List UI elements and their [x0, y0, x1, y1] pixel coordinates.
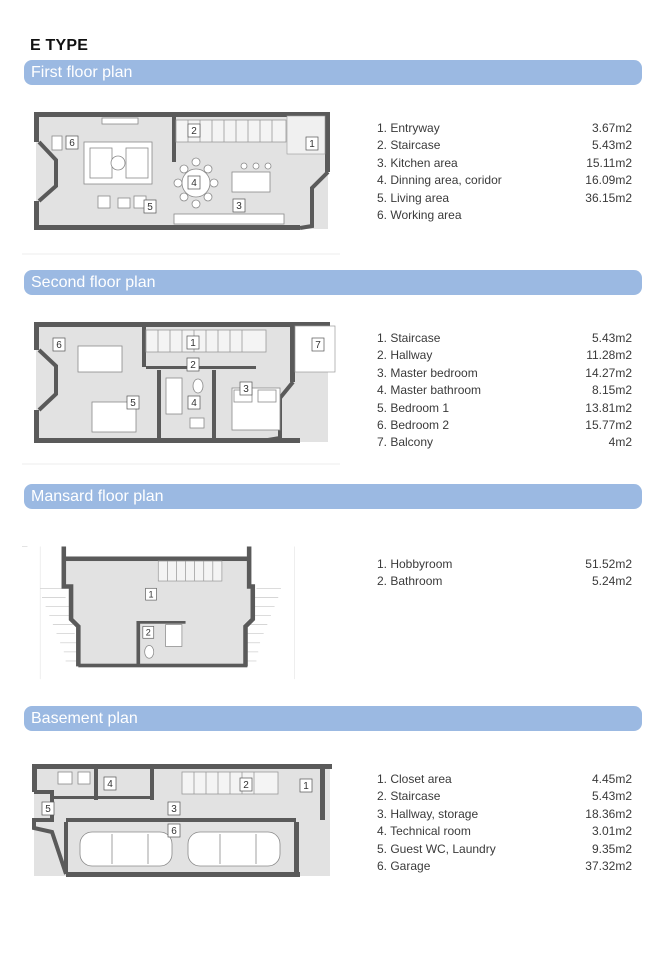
room-name: 2. Bathroom: [377, 574, 443, 589]
wall-partition-1: [94, 768, 98, 800]
room-area: 8.15m2: [591, 383, 632, 398]
room-area: 4m2: [608, 435, 632, 450]
list-item: [377, 330, 632, 347]
list-item: [377, 207, 632, 224]
room-area: 15.11m2: [586, 155, 632, 170]
room-label-1: [187, 336, 199, 349]
room-name: 1. Staircase: [377, 331, 441, 345]
room-label-1: [306, 137, 318, 150]
wall-bottom: [78, 664, 247, 668]
list-item: [377, 788, 632, 805]
svg-text:6: 6: [69, 138, 75, 149]
list-item: [377, 573, 632, 590]
room-name: 2. Hallway: [377, 348, 433, 363]
room-name: 4. Master bathroom: [377, 383, 482, 398]
room-name: 5. Bedroom 1: [377, 400, 450, 415]
list-item: [377, 120, 632, 137]
list-item: [377, 137, 632, 154]
basement-room-list: [377, 771, 632, 875]
room-area: 3.01m2: [591, 824, 632, 839]
section-header-basement: Basement plan: [24, 706, 642, 731]
svg-text:2: 2: [243, 780, 249, 791]
svg-text:1: 1: [303, 781, 309, 792]
room-name: 2. Staircase: [377, 138, 441, 153]
wall-partition-2: [157, 370, 161, 440]
list-item: [377, 858, 632, 875]
room-name: 1. Hobbyroom: [377, 557, 453, 571]
room-label-6: [66, 136, 78, 149]
svg-text:4: 4: [107, 779, 113, 790]
room-area: 9.35m2: [591, 841, 632, 856]
room-label-4: [188, 396, 200, 409]
room-area: 18.36m2: [585, 806, 632, 821]
wall-left-lower: [34, 201, 39, 230]
wall-garage-top: [66, 818, 296, 822]
room-label-5: [144, 200, 156, 213]
wall-top: [34, 322, 330, 327]
room-area: 3.67m2: [591, 121, 632, 135]
room-name: 3. Hallway, storage: [377, 806, 479, 821]
room-label-3: [240, 382, 252, 395]
room-label-1: [146, 588, 157, 600]
svg-text:6: 6: [171, 826, 177, 837]
wall-partition: [172, 117, 176, 162]
wall-partition-4: [146, 366, 256, 369]
room-label-6: [168, 824, 180, 837]
room-area: 37.32m2: [585, 858, 632, 873]
room-area: 16.09m2: [585, 173, 632, 188]
list-item: [377, 417, 632, 434]
mansard-floor-room-list: [377, 556, 632, 591]
list-item: [377, 382, 632, 399]
second-floor-plan: [22, 306, 340, 471]
wall-right: [320, 764, 325, 820]
wall-left-lower: [34, 410, 39, 443]
wall-top: [64, 556, 249, 561]
svg-text:4: 4: [191, 398, 197, 409]
svg-text:2: 2: [190, 360, 196, 371]
staircase: [158, 561, 222, 581]
room-name: 6. Bedroom 2: [377, 417, 450, 432]
svg-text:3: 3: [171, 804, 177, 815]
list-item: [377, 172, 632, 189]
room-label-5: [42, 802, 54, 815]
svg-text:5: 5: [130, 398, 136, 409]
room-label-4: [104, 777, 116, 790]
room-name: 1. Entryway: [377, 121, 440, 135]
wall-top: [32, 764, 332, 769]
room-name: 1. Closet area: [377, 772, 452, 786]
list-item: [377, 434, 632, 451]
list-item: [377, 556, 632, 573]
wall-partition-2: [150, 768, 154, 800]
wall-bottom: [34, 225, 300, 230]
room-name: 3. Master bedroom: [377, 365, 478, 380]
section-header-second-floor: Second floor plan: [24, 270, 642, 295]
room-label-4: [188, 176, 200, 189]
list-item: [377, 806, 632, 823]
wall-right: [290, 322, 295, 382]
first-floor-room-list: [377, 120, 632, 224]
list-item: [377, 841, 632, 858]
second-floor-room-list: [377, 330, 632, 452]
room-area: 15.77m2: [585, 417, 632, 432]
wall-partition-3: [52, 796, 154, 799]
list-item: [377, 823, 632, 840]
room-label-1: [300, 779, 312, 792]
room-name: 6. Garage: [377, 858, 431, 873]
room-label-2: [240, 778, 252, 791]
room-label-3: [168, 802, 180, 815]
room-name: 7. Balcony: [377, 435, 434, 450]
svg-text:2: 2: [145, 627, 151, 638]
list-item: [377, 347, 632, 364]
svg-text:7: 7: [315, 340, 321, 351]
bathroom-wall-top: [136, 621, 185, 624]
wall-top: [34, 112, 330, 117]
svg-text:1: 1: [190, 338, 196, 349]
room-name: 4. Technical room: [377, 824, 471, 839]
room-name: 2. Staircase: [377, 789, 441, 804]
room-area: 13.81m2: [585, 400, 632, 415]
staircase: [182, 772, 278, 794]
list-item: [377, 771, 632, 788]
svg-text:5: 5: [45, 804, 51, 815]
wall-bottom: [66, 872, 300, 877]
list-item: [377, 155, 632, 172]
room-name: 3. Kitchen area: [377, 155, 458, 170]
svg-text:6: 6: [56, 340, 62, 351]
room-label-2: [143, 626, 154, 638]
room-area: 36.15m2: [585, 190, 632, 205]
room-area: 4.45m2: [591, 772, 632, 786]
room-area: 5.43m2: [591, 331, 632, 345]
svg-text:2: 2: [191, 126, 197, 137]
wall-partition-1: [142, 327, 146, 367]
basement-plan: [22, 752, 340, 907]
page-title: E TYPE: [30, 37, 89, 54]
room-area: 51.52m2: [585, 557, 632, 571]
section-header-mansard-floor: Mansard floor plan: [24, 484, 642, 509]
wall-garage-right: [294, 822, 299, 876]
room-name: 5. Guest WC, Laundry: [377, 841, 496, 856]
room-label-6: [53, 338, 65, 351]
room-name: 6. Working area: [377, 207, 462, 222]
list-item: [377, 400, 632, 417]
room-label-3: [233, 199, 245, 212]
svg-text:3: 3: [243, 384, 249, 395]
room-area: 14.27m2: [585, 365, 632, 380]
svg-text:1: 1: [309, 139, 315, 150]
mansard-floor-plan: [22, 526, 340, 696]
room-name: 4. Dinning area, coridor: [377, 173, 502, 188]
wall-partition-3: [212, 370, 216, 440]
wall-bottom: [34, 438, 300, 443]
room-label-2: [187, 358, 199, 371]
svg-text:4: 4: [191, 178, 197, 189]
room-area: 5.24m2: [591, 574, 632, 589]
svg-text:1: 1: [148, 589, 154, 600]
svg-text:3: 3: [236, 201, 242, 212]
room-area: 5.43m2: [591, 789, 632, 804]
wall-left-upper: [34, 322, 39, 350]
staircase: [146, 330, 266, 352]
room-name: 5. Living area: [377, 190, 450, 205]
wall-left-upper: [32, 764, 37, 792]
first-floor-plan: [22, 96, 340, 261]
room-label-7: [312, 338, 324, 351]
room-area: 5.43m2: [591, 138, 632, 153]
list-item: [377, 190, 632, 207]
room-label-2: [188, 124, 200, 137]
room-label-5: [127, 396, 139, 409]
section-header-first-floor: First floor plan: [24, 60, 642, 85]
room-area: 11.28m2: [586, 348, 632, 363]
list-item: [377, 365, 632, 382]
wall-left-upper: [34, 112, 39, 142]
svg-text:5: 5: [147, 202, 153, 213]
wall-right: [325, 112, 330, 172]
bathroom-wall-left: [136, 621, 140, 665]
